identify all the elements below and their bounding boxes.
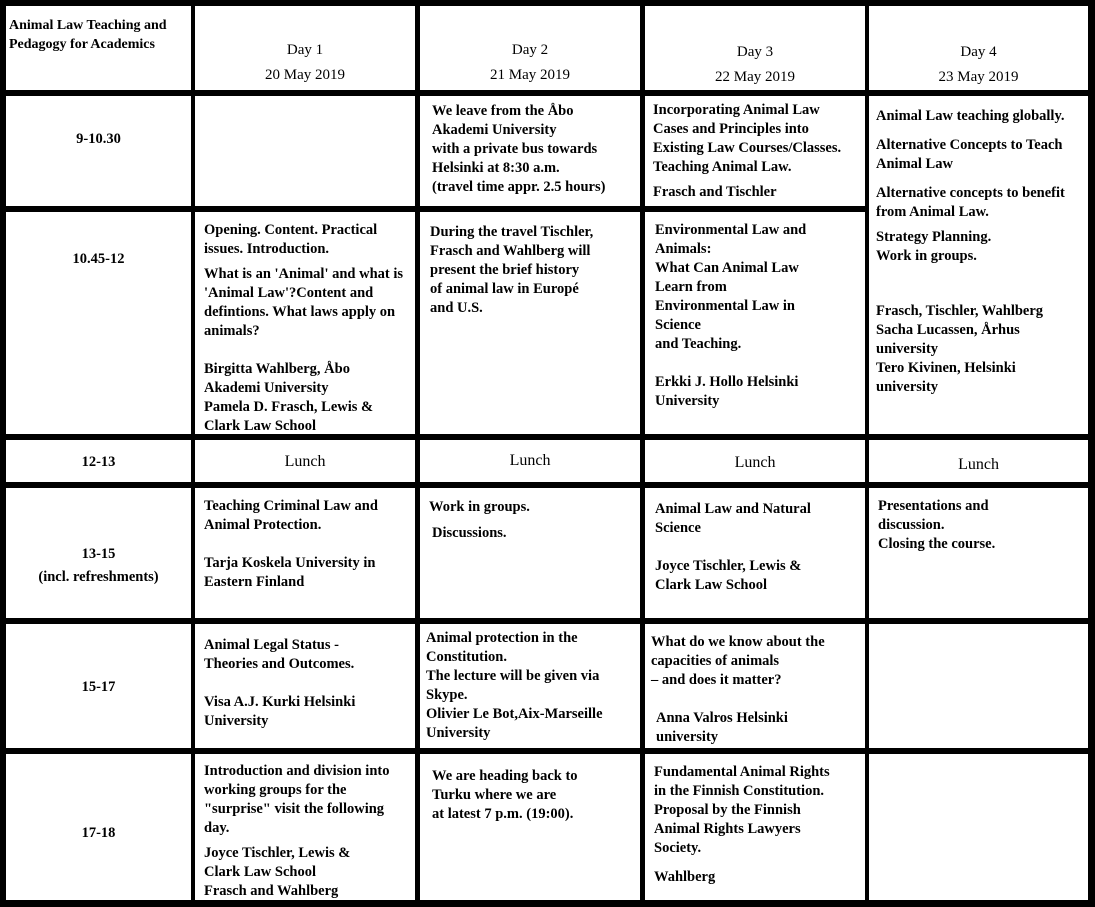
day-header-4: [869, 6, 1088, 90]
speakers: Olivier Le Bot,Aix-Marseille: [426, 706, 603, 722]
time-label: 13-15: [81, 546, 116, 562]
day-date: 22 May 2019: [715, 69, 795, 85]
day-date: 23 May 2019: [938, 69, 1019, 85]
time-label: 10.45-12: [72, 251, 125, 267]
day-name: Day 1: [286, 42, 324, 58]
speakers: Joyce Tischler, Lewis &: [655, 558, 802, 574]
session-day3-slot4: What do we know about the capacities of animals – and does it matter? Anna Valros Helsinki university: [645, 624, 865, 748]
time-slot-lunch: [6, 440, 191, 482]
session-day2-slot5: We are heading back to Turku where we are at latest 7 p.m. (19:00).: [420, 754, 640, 900]
course-title-cell: [6, 6, 191, 90]
time-slot-2: [6, 212, 191, 434]
time-slot-3: [6, 488, 191, 618]
day-header-3: [645, 6, 865, 90]
speakers: Birgitta Wahlberg, Åbo: [204, 361, 350, 377]
day-date: 21 May 2019: [490, 67, 570, 83]
session-day3-slot1: Incorporating Animal Law Cases and Principles into Existing Law Courses/Classes. Teaching Animal Law. Frasch and Tischler: [645, 96, 865, 206]
time-slot-5: [6, 754, 191, 900]
time-note: (incl. refreshments): [38, 569, 159, 585]
time-label: 12-13: [81, 454, 116, 470]
session-day3-slot3: Animal Law and Natural Science Joyce Tischler, Lewis & Clark Law School: [645, 488, 865, 618]
session-day4-slot3: Presentations and discussion. Closing the course.: [869, 488, 1088, 618]
day-header-2: [420, 6, 640, 90]
session-day2-slot1: We leave from the Åbo Akademi University with a private bus towards Helsinki at 8:30 a.m. (travel time appr. 2.5 hours): [420, 96, 640, 206]
session-day4-slot5: [869, 754, 1088, 900]
time-label: 9-10.30: [76, 131, 121, 147]
speakers: Tarja Koskela University in: [204, 555, 376, 571]
lunch-day4: Lunch: [869, 440, 1088, 482]
time-label: 17-18: [81, 825, 116, 841]
day-name: Day 3: [736, 44, 774, 60]
time-slot-1: [6, 96, 191, 206]
speakers: Visa A.J. Kurki Helsinki: [204, 694, 356, 710]
day-name: Day 2: [511, 42, 549, 58]
speakers: Joyce Tischler, Lewis &: [204, 845, 351, 861]
session-day2-slot4: Animal protection in the Constitution. The lecture will be given via Skype. Olivier Le Bot,Aix-Marseille University: [420, 624, 640, 748]
session-day3-slot5: Fundamental Animal Rights in the Finnish Constitution. Proposal by the Finnish Animal Rights Lawyers Society. Wahlberg: [645, 754, 865, 900]
session-day3-slot2: Environmental Law and Animals: What Can Animal Law Learn from Environmental Law in Science and Teaching. Erkki J. Hollo Helsinki University: [645, 212, 865, 434]
session-day1-slot3: Teaching Criminal Law and Animal Protection. Tarja Koskela University in Eastern Finland: [195, 488, 415, 618]
day-name: Day 4: [960, 44, 997, 60]
lunch-day2: Lunch: [420, 440, 640, 482]
time-label: 15-17: [81, 679, 116, 695]
session-day1-slot2: Opening. Content. Practical issues. Introduction. What is an 'Animal' and what is 'Animal Law'?Content and defintions. What laws apply on animals? Birgitta Wahlberg, Åbo Akademi University Pamela D. Frasch, Lewis & Clark Law School: [195, 212, 415, 434]
speakers: Anna Valros Helsinki: [656, 710, 788, 726]
session-day4-slot1-2: Animal Law teaching globally. Alternative Concepts to Teach Animal Law Alternative concepts to benefit from Animal Law. Strategy Planning. Work in groups. Frasch, Tischler, Wahlberg Sacha Lucassen, Århus university Tero Kivinen, Helsinki university: [869, 96, 1088, 434]
time-slot-4: [6, 624, 191, 748]
course-title-line-1: Animal Law Teaching and: [9, 18, 167, 33]
session-day4-slot4: [869, 624, 1088, 748]
course-title-line-2: Pedagogy for Academics: [9, 37, 155, 52]
session-day1-slot5: Introduction and division into working groups for the "surprise" visit the following day. Joyce Tischler, Lewis & Clark Law School Frasch and Wahlberg: [195, 754, 415, 900]
day-date: 20 May 2019: [265, 67, 345, 83]
lunch-day1: Lunch: [195, 440, 415, 482]
session-day2-slot3: Work in groups. Discussions.: [420, 488, 640, 618]
speakers: Wahlberg: [654, 869, 716, 885]
lunch-day3: Lunch: [645, 440, 865, 482]
speakers: Frasch and Tischler: [653, 184, 777, 200]
speakers: Erkki J. Hollo Helsinki: [655, 374, 799, 390]
session-day1-slot4: Animal Legal Status - Theories and Outcomes. Visa A.J. Kurki Helsinki University: [195, 624, 415, 748]
session-day1-slot1: [195, 96, 415, 206]
session-day2-slot2: During the travel Tischler, Frasch and Wahlberg will present the brief history of animal law in Europé and U.S.: [420, 212, 640, 434]
day-header-1: [195, 6, 415, 90]
speakers: Frasch, Tischler, Wahlberg: [876, 303, 1044, 319]
